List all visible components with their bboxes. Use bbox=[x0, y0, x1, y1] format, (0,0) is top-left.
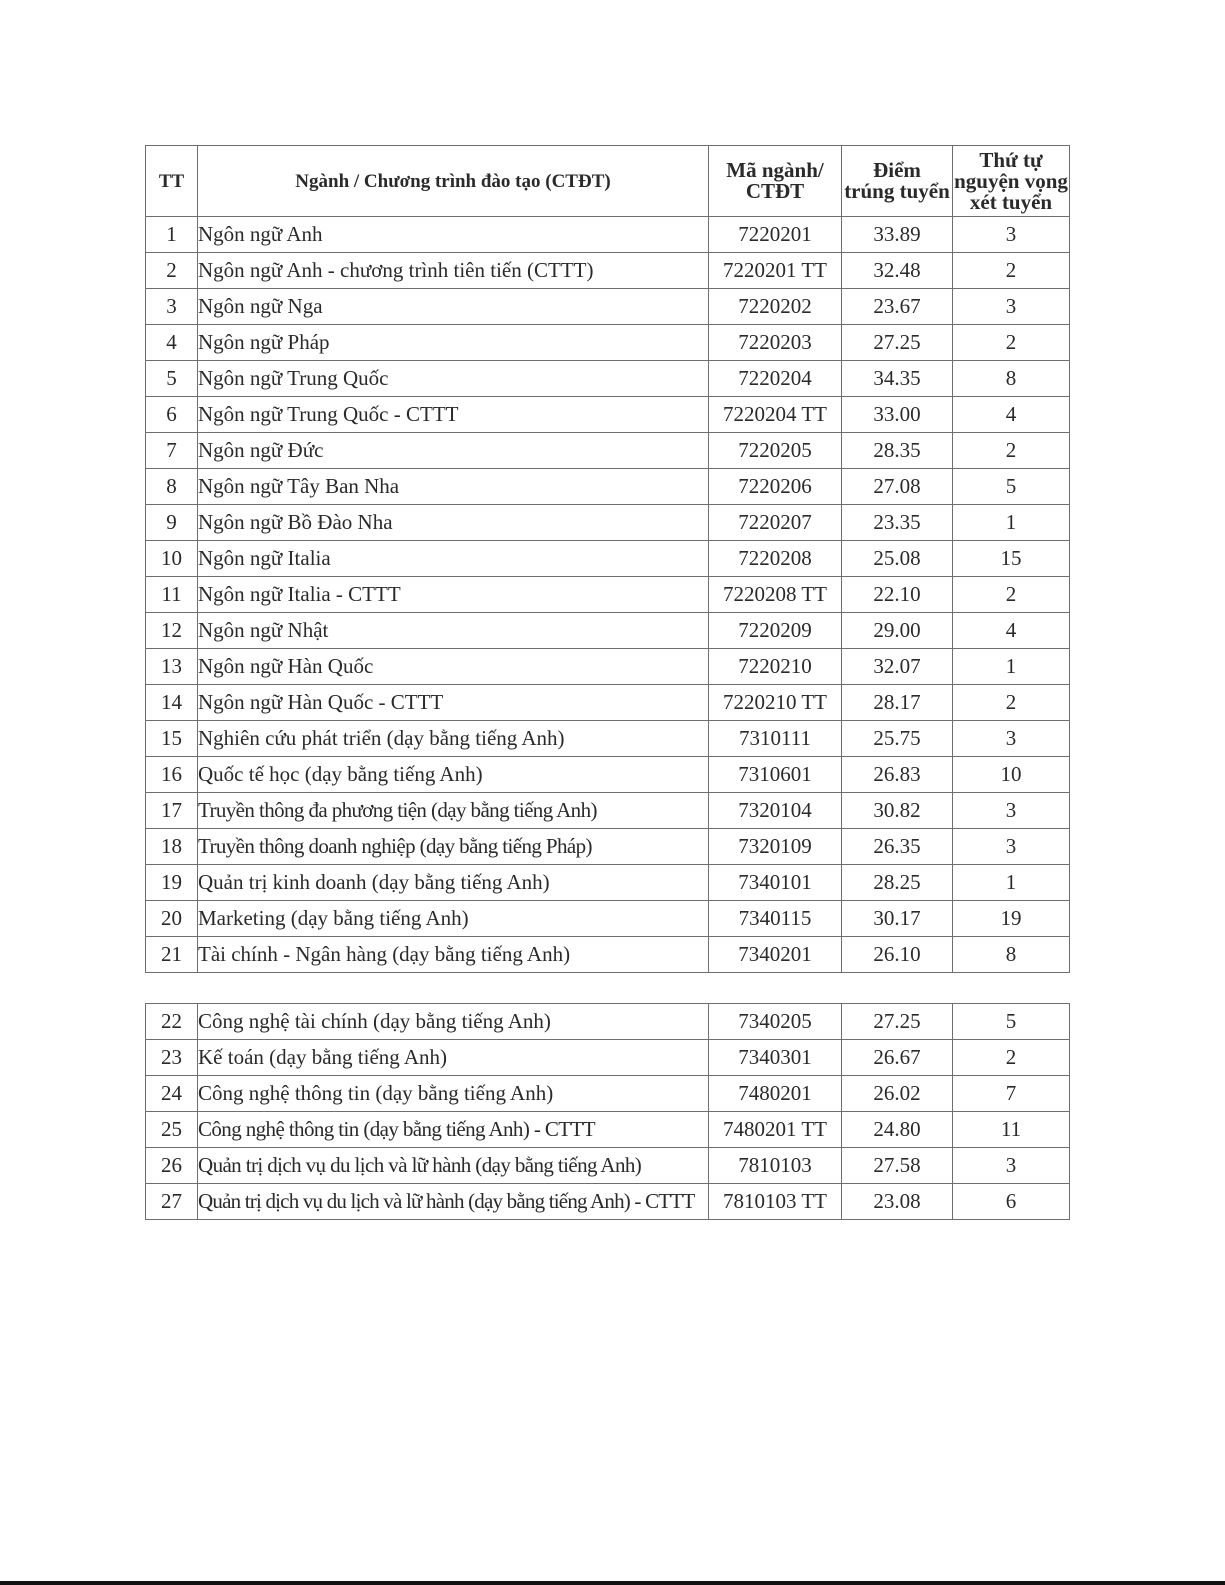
cell-program-code: 7220204 TT bbox=[709, 397, 842, 433]
cell-priority-order: 3 bbox=[953, 829, 1070, 865]
cell-priority-order: 8 bbox=[953, 937, 1070, 973]
cell-program-code: 7220204 bbox=[709, 361, 842, 397]
table-row bbox=[146, 1040, 1070, 1076]
cell-program-name: Ngôn ngữ Hàn Quốc - CTTT bbox=[198, 685, 709, 721]
cell-admission-score: 27.25 bbox=[842, 325, 953, 361]
cell-tt: 9 bbox=[146, 505, 198, 541]
cell-program-name: Nghiên cứu phát triển (dạy bằng tiếng Anh) bbox=[198, 721, 709, 757]
cell-priority-order: 5 bbox=[953, 469, 1070, 505]
cell-admission-score: 23.67 bbox=[842, 289, 953, 325]
cell-program-name: Ngôn ngữ Pháp bbox=[198, 325, 709, 361]
table-row bbox=[146, 505, 1070, 541]
cell-program-name: Ngôn ngữ Trung Quốc bbox=[198, 361, 709, 397]
cell-program-code: 7220210 TT bbox=[709, 685, 842, 721]
cell-priority-order: 8 bbox=[953, 361, 1070, 397]
cell-program-code: 7220206 bbox=[709, 469, 842, 505]
cell-admission-score: 23.35 bbox=[842, 505, 953, 541]
cell-admission-score: 25.75 bbox=[842, 721, 953, 757]
cell-tt: 12 bbox=[146, 613, 198, 649]
cell-program-name: Ngôn ngữ Trung Quốc - CTTT bbox=[198, 397, 709, 433]
cell-program-code: 7220210 bbox=[709, 649, 842, 685]
cell-tt: 3 bbox=[146, 289, 198, 325]
cell-tt: 21 bbox=[146, 937, 198, 973]
cell-tt: 1 bbox=[146, 217, 198, 253]
cell-program-code: 7480201 bbox=[709, 1076, 842, 1112]
cell-priority-order: 2 bbox=[953, 325, 1070, 361]
cell-program-name: Ngôn ngữ Tây Ban Nha bbox=[198, 469, 709, 505]
cell-program-code: 7310111 bbox=[709, 721, 842, 757]
cell-admission-score: 34.35 bbox=[842, 361, 953, 397]
cell-program-name: Tài chính - Ngân hàng (dạy bằng tiếng Anh) bbox=[198, 937, 709, 973]
cell-priority-order: 2 bbox=[953, 685, 1070, 721]
cell-tt: 2 bbox=[146, 253, 198, 289]
table-row bbox=[146, 613, 1070, 649]
cell-tt: 16 bbox=[146, 757, 198, 793]
header-score-line1: Điểm bbox=[873, 158, 921, 182]
table-row bbox=[146, 253, 1070, 289]
cell-tt: 19 bbox=[146, 865, 198, 901]
cell-admission-score: 32.07 bbox=[842, 649, 953, 685]
table-row bbox=[146, 397, 1070, 433]
cell-program-code: 7810103 bbox=[709, 1148, 842, 1184]
header-priority-line3: xét tuyển bbox=[969, 189, 1053, 214]
cell-admission-score: 27.58 bbox=[842, 1148, 953, 1184]
cell-tt: 27 bbox=[146, 1184, 198, 1220]
table-row bbox=[146, 541, 1070, 577]
table-row bbox=[146, 685, 1070, 721]
cell-admission-score: 26.83 bbox=[842, 757, 953, 793]
cell-tt: 5 bbox=[146, 361, 198, 397]
header-admission-score bbox=[842, 146, 953, 217]
cell-program-name: Ngôn ngữ Italia bbox=[198, 541, 709, 577]
header-code-line1: Mã ngành/ bbox=[726, 158, 824, 182]
cell-program-name: Truyền thông doanh nghiệp (dạy bằng tiếng Pháp) bbox=[198, 829, 709, 865]
table-row bbox=[146, 1112, 1070, 1148]
cell-priority-order: 7 bbox=[953, 1076, 1070, 1112]
table-row bbox=[146, 469, 1070, 505]
cell-tt: 20 bbox=[146, 901, 198, 937]
table-row bbox=[146, 433, 1070, 469]
cell-priority-order: 1 bbox=[953, 505, 1070, 541]
cell-program-code: 7220202 bbox=[709, 289, 842, 325]
cell-admission-score: 29.00 bbox=[842, 613, 953, 649]
cell-tt: 24 bbox=[146, 1076, 198, 1112]
cell-tt: 26 bbox=[146, 1148, 198, 1184]
cell-tt: 4 bbox=[146, 325, 198, 361]
cell-admission-score: 26.10 bbox=[842, 937, 953, 973]
cell-program-code: 7340301 bbox=[709, 1040, 842, 1076]
cell-tt: 25 bbox=[146, 1112, 198, 1148]
table-row bbox=[146, 757, 1070, 793]
cell-priority-order: 15 bbox=[953, 541, 1070, 577]
cell-priority-order: 4 bbox=[953, 613, 1070, 649]
table-row bbox=[146, 721, 1070, 757]
table-header bbox=[146, 146, 1070, 217]
cell-tt: 15 bbox=[146, 721, 198, 757]
cell-tt: 14 bbox=[146, 685, 198, 721]
table-row bbox=[146, 1184, 1070, 1220]
cell-program-code: 7220203 bbox=[709, 325, 842, 361]
cell-admission-score: 24.80 bbox=[842, 1112, 953, 1148]
cell-program-code: 7220207 bbox=[709, 505, 842, 541]
cell-admission-score: 28.35 bbox=[842, 433, 953, 469]
cell-program-name: Ngôn ngữ Nga bbox=[198, 289, 709, 325]
cell-program-code: 7480201 TT bbox=[709, 1112, 842, 1148]
cell-priority-order: 2 bbox=[953, 1040, 1070, 1076]
table-row bbox=[146, 577, 1070, 613]
cell-priority-order: 2 bbox=[953, 577, 1070, 613]
table-row bbox=[146, 361, 1070, 397]
cell-priority-order: 3 bbox=[953, 721, 1070, 757]
header-priority-line1: Thứ tự bbox=[979, 147, 1043, 172]
cell-program-code: 7220208 bbox=[709, 541, 842, 577]
table-row bbox=[146, 865, 1070, 901]
cell-program-name: Quốc tế học (dạy bằng tiếng Anh) bbox=[198, 757, 709, 793]
cell-tt: 22 bbox=[146, 1004, 198, 1040]
cell-admission-score: 25.08 bbox=[842, 541, 953, 577]
cell-tt: 10 bbox=[146, 541, 198, 577]
page-bottom-rule bbox=[0, 1581, 1225, 1585]
cell-program-code: 7340101 bbox=[709, 865, 842, 901]
table-row bbox=[146, 1076, 1070, 1112]
cell-program-code: 7340201 bbox=[709, 937, 842, 973]
table-row bbox=[146, 649, 1070, 685]
cell-program-name: Công nghệ thông tin (dạy bằng tiếng Anh) - CTTT bbox=[198, 1112, 709, 1148]
cell-admission-score: 30.17 bbox=[842, 901, 953, 937]
cell-priority-order: 4 bbox=[953, 397, 1070, 433]
table-row bbox=[146, 1148, 1070, 1184]
cell-priority-order: 3 bbox=[953, 793, 1070, 829]
cell-program-code: 7320109 bbox=[709, 829, 842, 865]
cell-priority-order: 1 bbox=[953, 649, 1070, 685]
cell-program-code: 7220201 TT bbox=[709, 253, 842, 289]
cell-admission-score: 26.35 bbox=[842, 829, 953, 865]
cell-program-name: Ngôn ngữ Anh - chương trình tiên tiến (CTTT) bbox=[198, 253, 709, 289]
cell-priority-order: 1 bbox=[953, 865, 1070, 901]
cell-admission-score: 23.08 bbox=[842, 1184, 953, 1220]
cell-tt: 23 bbox=[146, 1040, 198, 1076]
cell-admission-score: 22.10 bbox=[842, 577, 953, 613]
cell-program-code: 7310601 bbox=[709, 757, 842, 793]
cell-program-name: Marketing (dạy bằng tiếng Anh) bbox=[198, 901, 709, 937]
cell-program-name: Kế toán (dạy bằng tiếng Anh) bbox=[198, 1040, 709, 1076]
cell-admission-score: 33.00 bbox=[842, 397, 953, 433]
cell-priority-order: 5 bbox=[953, 1004, 1070, 1040]
table-row bbox=[146, 1004, 1070, 1040]
cell-priority-order: 3 bbox=[953, 1148, 1070, 1184]
cell-program-code: 7220205 bbox=[709, 433, 842, 469]
cell-tt: 18 bbox=[146, 829, 198, 865]
cell-program-code: 7340115 bbox=[709, 901, 842, 937]
cell-program-code: 7220209 bbox=[709, 613, 842, 649]
table-row bbox=[146, 217, 1070, 253]
cell-priority-order: 19 bbox=[953, 901, 1070, 937]
cell-program-code: 7810103 TT bbox=[709, 1184, 842, 1220]
cell-admission-score: 26.67 bbox=[842, 1040, 953, 1076]
table-row bbox=[146, 325, 1070, 361]
cell-admission-score: 28.25 bbox=[842, 865, 953, 901]
cell-program-name: Ngôn ngữ Italia - CTTT bbox=[198, 577, 709, 613]
cell-program-name: Ngôn ngữ Anh bbox=[198, 217, 709, 253]
cell-program-name: Ngôn ngữ Hàn Quốc bbox=[198, 649, 709, 685]
cell-program-name: Công nghệ thông tin (dạy bằng tiếng Anh) bbox=[198, 1076, 709, 1112]
cell-program-name: Ngôn ngữ Nhật bbox=[198, 613, 709, 649]
cell-priority-order: 11 bbox=[953, 1112, 1070, 1148]
header-priority-order bbox=[953, 146, 1070, 217]
header-priority-line2: nguyện vọng bbox=[954, 168, 1068, 193]
cell-admission-score: 26.02 bbox=[842, 1076, 953, 1112]
cell-tt: 6 bbox=[146, 397, 198, 433]
cell-priority-order: 3 bbox=[953, 217, 1070, 253]
table-row bbox=[146, 289, 1070, 325]
header-score-line2: trúng tuyển bbox=[844, 179, 950, 203]
table-row bbox=[146, 793, 1070, 829]
cell-tt: 11 bbox=[146, 577, 198, 613]
table-row bbox=[146, 829, 1070, 865]
cell-tt: 17 bbox=[146, 793, 198, 829]
table-row bbox=[146, 901, 1070, 937]
cell-tt: 7 bbox=[146, 433, 198, 469]
cell-admission-score: 32.48 bbox=[842, 253, 953, 289]
cell-program-name: Ngôn ngữ Đức bbox=[198, 433, 709, 469]
cell-admission-score: 33.89 bbox=[842, 217, 953, 253]
table-body-part2 bbox=[146, 1004, 1070, 1220]
cell-priority-order: 6 bbox=[953, 1184, 1070, 1220]
header-code-line2: CTĐT bbox=[745, 179, 805, 203]
admission-scores-table-continued bbox=[145, 1003, 1070, 1220]
cell-priority-order: 10 bbox=[953, 757, 1070, 793]
header-row bbox=[146, 146, 1070, 217]
cell-tt: 8 bbox=[146, 469, 198, 505]
cell-program-code: 7340205 bbox=[709, 1004, 842, 1040]
cell-program-code: 7220208 TT bbox=[709, 577, 842, 613]
table-body-part1 bbox=[146, 217, 1070, 973]
cell-admission-score: 30.82 bbox=[842, 793, 953, 829]
header-program-name: Ngành / Chương trình đào tạo (CTĐT) bbox=[198, 146, 709, 217]
table-row bbox=[146, 937, 1070, 973]
cell-program-code: 7220201 bbox=[709, 217, 842, 253]
header-program-code bbox=[709, 146, 842, 217]
admission-scores-table bbox=[145, 145, 1070, 973]
cell-program-name: Ngôn ngữ Bồ Đào Nha bbox=[198, 505, 709, 541]
cell-program-name: Truyền thông đa phương tiện (dạy bằng tiếng Anh) bbox=[198, 793, 709, 829]
cell-admission-score: 28.17 bbox=[842, 685, 953, 721]
cell-tt: 13 bbox=[146, 649, 198, 685]
cell-program-code: 7320104 bbox=[709, 793, 842, 829]
header-tt: TT bbox=[146, 146, 198, 217]
cell-program-name: Quản trị kinh doanh (dạy bằng tiếng Anh) bbox=[198, 865, 709, 901]
cell-admission-score: 27.25 bbox=[842, 1004, 953, 1040]
cell-admission-score: 27.08 bbox=[842, 469, 953, 505]
cell-program-name: Quản trị dịch vụ du lịch và lữ hành (dạy bằng tiếng Anh) bbox=[198, 1148, 709, 1184]
cell-program-name: Quản trị dịch vụ du lịch và lữ hành (dạy bằng tiếng Anh) - CTTT bbox=[198, 1184, 709, 1220]
cell-priority-order: 3 bbox=[953, 289, 1070, 325]
cell-program-name: Công nghệ tài chính (dạy bằng tiếng Anh) bbox=[198, 1004, 709, 1040]
cell-priority-order: 2 bbox=[953, 433, 1070, 469]
cell-priority-order: 2 bbox=[953, 253, 1070, 289]
